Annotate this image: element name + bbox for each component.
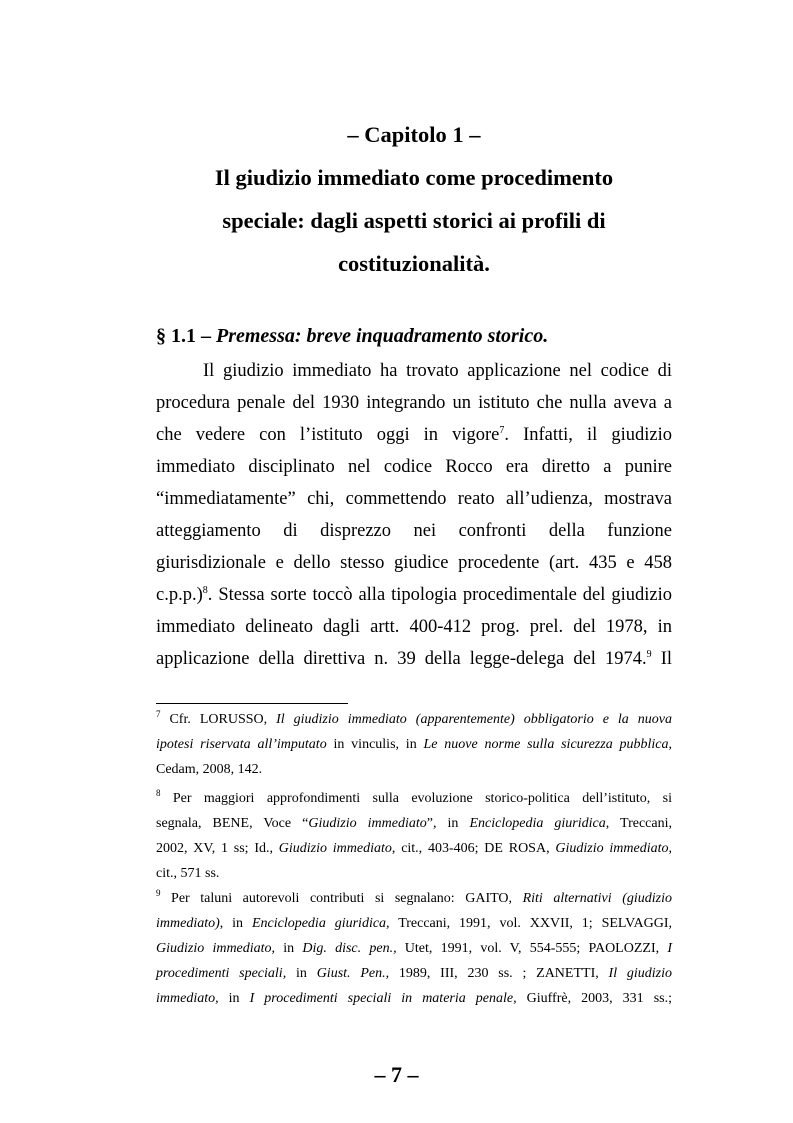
footnote-7-text-2: in vinculis, in (326, 737, 424, 752)
footnote-7-line-1 (156, 707, 672, 732)
footnote-8-line-4: cit., 571 ss. (156, 866, 220, 881)
footnote-8-text-2a: segnala, BENE, Voce “ (156, 816, 309, 831)
footnote-separator (156, 703, 348, 704)
footnote-8-line-1 (156, 786, 672, 811)
body-line-8-rest: . Stessa sorte toccò alla tipologia procedimentale del giudizio (207, 585, 672, 605)
footnote-8-line-2 (156, 811, 672, 836)
footnote-8-text-3c: , cit., 403-406; DE ROSA, (391, 841, 556, 856)
body-line-7: giurisdizionale e dello stesso giudice procedente (art. 435 e 458 (156, 553, 672, 573)
chapter-title-line-1: Il giudizio immediato come procedimento (214, 165, 614, 190)
footnote-9-text-4d: , 1989, III, 230 ss. ; ZANETTI, (385, 966, 609, 981)
footnote-9-line-1 (156, 886, 672, 911)
footnote-9-title-1: Riti alternativi (giudizio (522, 891, 672, 906)
footnote-9-text-5d: , Giuffrè, 2003, 331 ss.; (513, 991, 673, 1006)
body-line-4: immediato disciplinato nel codice Rocco era diretto a punire (156, 457, 672, 477)
footnote-9-line-2 (156, 911, 672, 936)
footnote-8-title-1: Giudizio immediato (308, 816, 427, 831)
footnote-8-title-3: Giudizio immediato (555, 841, 669, 856)
footnote-7-marker: 7 (156, 709, 161, 719)
chapter-title-line-3: costituzionalità. (338, 251, 490, 276)
body-line-2: procedura penale del 1930 integrando un istituto che nulla aveva a (156, 393, 672, 413)
footnote-8-line-3 (156, 836, 672, 861)
footnote-7-text: Cfr. LORUSSO, (160, 712, 277, 727)
body-line-5: “immediatamente” chi, commettendo reato all’udienza, mostrava (156, 489, 672, 509)
footnote-8-title-2: Giudizio immediato (278, 841, 392, 856)
footnote-9-text: Per taluni autorevoli contributi si segnalano: GAITO, (160, 891, 523, 906)
footnote-8-marker: 8 (156, 788, 161, 798)
section-title: Premessa: breve inquadramento storico. (216, 325, 549, 347)
section-heading (156, 318, 548, 354)
body-line-3-rest: . Infatti, il giudizio (504, 425, 672, 445)
body-line-8 (156, 579, 672, 611)
section-number: § 1.1 – (156, 325, 211, 347)
footnote-9-text-2b: , in (219, 916, 252, 931)
footnote-9-title-3: procedimenti speciali, (156, 966, 287, 981)
body-line-10-text: applicazione della direttiva n. 39 della legge-delega del 1974. (156, 649, 647, 669)
body-line-9: immediato delineato dagli artt. 400-412 prog. prel. del 1978, in (156, 617, 672, 637)
footnote-9-title-4-start: Il giudizio (608, 966, 672, 981)
footnote-9-text-3d: Utet, 1991, vol. V, 554-555; PAOLOZZI, (396, 941, 668, 956)
footnote-7-source: Le nuove norme sulla sicurezza pubblica (423, 737, 669, 752)
body-line-8-text: c.p.p.) (156, 585, 203, 605)
footnote-9-source-1: Enciclopedia giuridica, (251, 916, 390, 931)
body-line-1: Il giudizio immediato ha trovato applicazione nel codice di (203, 361, 672, 381)
footnote-9-title-4: immediato, (156, 991, 219, 1006)
footnote-9-title-3-start: I (667, 941, 673, 956)
chapter-number: – Capitolo 1 – (347, 122, 481, 147)
footnote-8-text-3a: 2002, XV, 1 ss; Id., (156, 841, 279, 856)
body-line-10-rest: Il (651, 649, 672, 669)
chapter-title-line-2: speciale: dagli aspetti storici ai profili di (222, 208, 606, 233)
body-line-6: atteggiamento di disprezzo nei confronti della funzione (156, 521, 672, 541)
footnote-9-text-3b: in (275, 941, 303, 956)
footnote-9-line-5 (156, 986, 672, 1011)
footnote-8-text: Per maggiori approfondimenti sulla evoluzione storico-politica dell’istituto, si (160, 791, 672, 806)
footnote-9-text-2d: Treccani, 1991, vol. XXVII, 1; SELVAGGI, (389, 916, 672, 931)
footnote-ref-8[interactable]: 8 (202, 585, 208, 596)
footnote-9-source-3: Giust. Pen. (316, 966, 386, 981)
footnote-9-text-5b: in (218, 991, 250, 1006)
footnote-8-text-3e: , (668, 841, 672, 856)
footnote-7-punct: , (668, 737, 672, 752)
footnote-9-source-4: I procedimenti speciali in materia penale (249, 991, 514, 1006)
footnote-9-marker: 9 (156, 888, 161, 898)
footnote-7-line-3: Cedam, 2008, 142. (156, 762, 263, 777)
footnote-7-title-cont: ipotesi riservata all’imputato (156, 737, 327, 752)
footnote-7-line-2 (156, 732, 672, 757)
footnote-8-text-2c: ”, in (426, 816, 470, 831)
page-number: – 7 – (374, 1062, 419, 1087)
footnote-9-text-4b: in (286, 966, 317, 981)
footnote-9-title-1-cont: immediato) (156, 916, 220, 931)
footnote-8-text-2e: , Treccani, (605, 816, 672, 831)
footnote-7-title: Il giudizio immediato (apparentemente) obbligatorio e la nuova (276, 712, 672, 727)
footnote-ref-9[interactable]: 9 (646, 649, 652, 660)
footnote-9-line-3 (156, 936, 672, 961)
body-line-3-text: che vedere con l’istituto oggi in vigore (156, 425, 500, 445)
footnote-9-line-4 (156, 961, 672, 986)
body-line-10 (156, 643, 672, 675)
footnote-9-source-2: Dig. disc. pen., (302, 941, 397, 956)
footnote-ref-7[interactable]: 7 (499, 425, 505, 436)
body-line-3 (156, 419, 672, 451)
footnote-8-source: Enciclopedia giuridica (469, 816, 606, 831)
footnote-9-title-2: Giudizio immediato, (156, 941, 276, 956)
